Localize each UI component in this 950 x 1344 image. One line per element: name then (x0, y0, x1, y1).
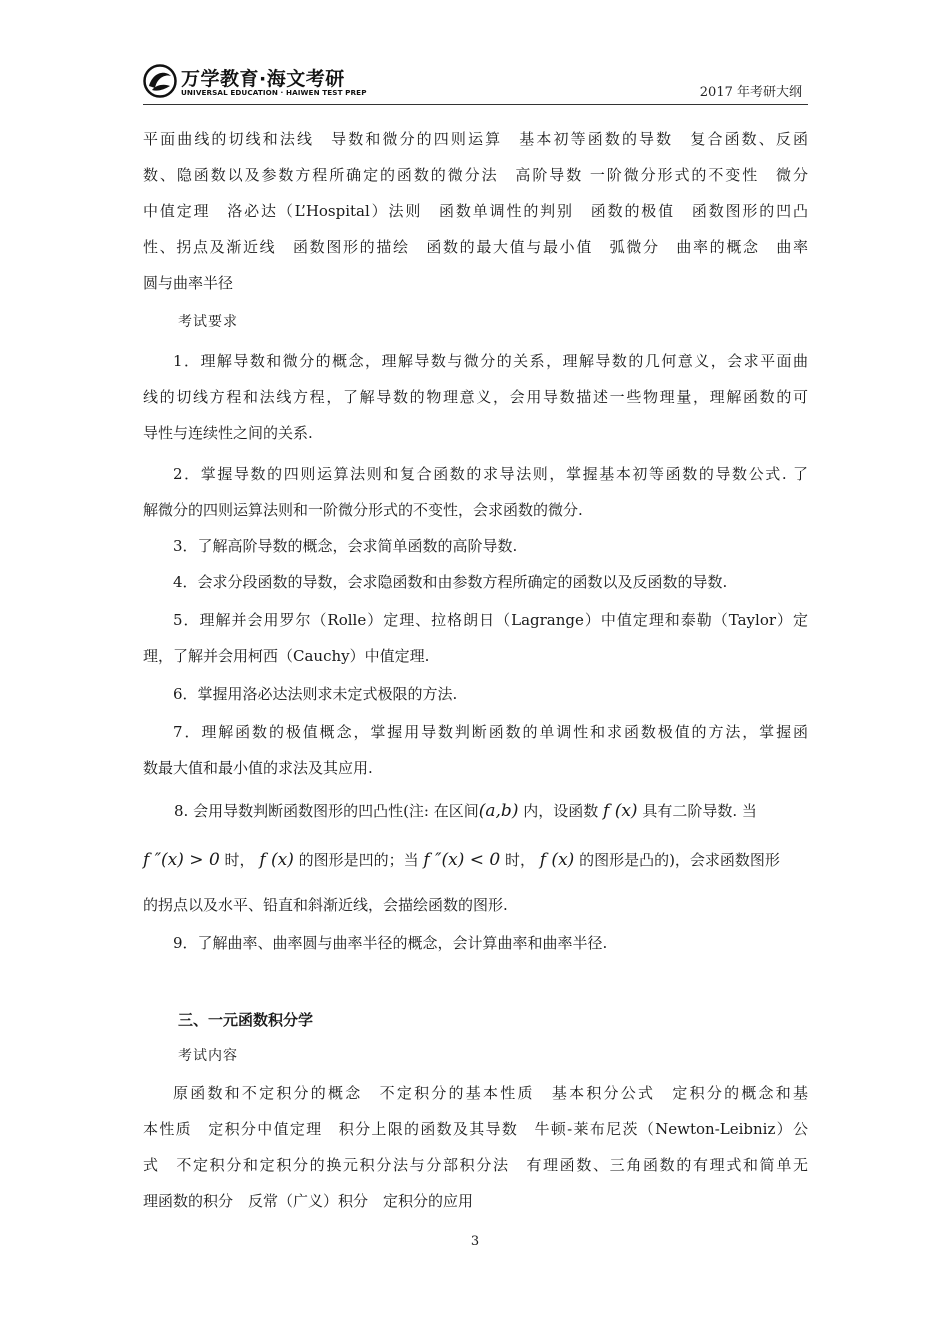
logo-subtitle: UNIVERSAL EDUCATION · HAIWEN TEST PREP (181, 88, 367, 97)
section-3-line-2: 本性质 定积分中值定理 积分上限的函数及其导数 牛顿-莱布尼茨（Newton-Leibniz）公 (143, 1120, 808, 1138)
section-3-line-1: 原函数和不定积分的概念 不定积分的基本性质 基本积分公式 定积分的概念和基 (173, 1084, 808, 1102)
requirement-1-line-2: 线的切线方程和法线方程，了解导数的物理意义，会用导数描述一些物理量，理解函数的可 (143, 388, 808, 406)
requirement-7-line-2: 数最大值和最小值的求法及其应用. (143, 759, 373, 777)
requirement-8-line-2 (143, 842, 808, 878)
content-line-3: 中值定理 洛必达（L’Hospital）法则 函数单调性的判别 函数的极值 函数图形的凹凸 (143, 202, 808, 220)
section-3-content-label: 考试内容 (178, 1048, 238, 1064)
logo-swirl-icon (143, 64, 177, 98)
requirement-1-line-1: 1．理解导数和微分的概念，理解导数与微分的关系，理解导数的几何意义，会求平面曲 (173, 352, 808, 370)
function-math-2: f (x) (259, 850, 294, 870)
logo-title: 万学教育·海文考研 (181, 68, 345, 90)
requirement-6: 6．掌握用洛必达法则求未定式极限的方法. (173, 685, 458, 703)
function-math-3: f (x) (539, 850, 575, 870)
requirements-label: 考试要求 (178, 314, 238, 330)
content-line-5: 圆与曲率半径 (143, 274, 234, 292)
requirement-5-line-1: 5．理解并会用罗尔（Rolle）定理、拉格朗日（Lagrange）中值定理和泰勒（Taylor）定 (173, 611, 808, 629)
requirement-8-line-1 (174, 793, 839, 829)
requirement-2-line-1: 2．掌握导数的四则运算法则和复合函数的求导法则，掌握基本初等函数的导数公式. 了 (173, 465, 808, 483)
interval-math: (a,b) (478, 801, 519, 821)
second-derivative-positive-math: f ″(x) > 0 (143, 850, 220, 870)
section-3-line-3: 式 不定积分和定积分的换元积分法与分部积分法 有理函数、三角函数的有理式和简单无 (143, 1156, 808, 1174)
requirement-4: 4．会求分段函数的导数，会求隐函数和由参数方程所确定的函数以及反函数的导数. (173, 573, 728, 591)
content-line-4: 性、拐点及渐近线 函数图形的描绘 函数的最大值与最小值 弧微分 曲率的概念 曲率 (143, 238, 808, 256)
requirement-2-line-2: 解微分的四则运算法则和一阶微分形式的不变性，会求函数的微分. (143, 501, 583, 519)
section-3-title: 三、一元函数积分学 (178, 1011, 314, 1029)
req8-text-4: 时， (219, 851, 260, 869)
req8-text-5: 的图形是凹的；当 (293, 851, 424, 869)
second-derivative-negative-math: f ″(x) < 0 (423, 850, 501, 870)
function-math: f (x) (603, 801, 638, 821)
page-header (143, 62, 808, 105)
content-line-1: 平面曲线的切线和法线 导数和微分的四则运算 基本初等函数的导数 复合函数、反函 (143, 130, 808, 148)
req8-text-2: 内，设函数 (518, 802, 603, 820)
section-3-line-4: 理函数的积分 反常（广义）积分 定积分的应用 (143, 1192, 474, 1210)
page-number: 3 (470, 1234, 480, 1249)
req8-text-3: 具有二阶导数. 当 (637, 802, 757, 820)
requirement-7-line-1: 7．理解函数的极值概念，掌握用导数判断函数的单调性和求函数极值的方法，掌握函 (173, 723, 808, 741)
requirement-8-line-3: 的拐点以及水平、铅直和斜渐近线，会描绘函数的图形. (143, 896, 508, 914)
req8-text-1: 8. 会用导数判断函数图形的凹凸性(注: 在区间 (174, 802, 479, 820)
requirement-1-line-3: 导性与连续性之间的关系. (143, 424, 313, 442)
req8-text-6: 时， (500, 851, 540, 869)
requirement-9: 9．了解曲率、曲率圆与曲率半径的概念，会计算曲率和曲率半径. (173, 934, 608, 952)
content-line-2: 数、隐函数以及参数方程所确定的函数的微分法 高阶导数 一阶微分形式的不变性 微分 (143, 166, 808, 184)
requirement-3: 3．了解高阶导数的概念，会求简单函数的高阶导数. (173, 537, 518, 555)
req8-text-7: 的图形是凸的)，会求函数图形 (574, 851, 780, 869)
requirement-5-line-2: 理，了解并会用柯西（Cauchy）中值定理. (143, 647, 430, 665)
header-syllabus-year: 2017 年考研大纲 (699, 85, 802, 100)
